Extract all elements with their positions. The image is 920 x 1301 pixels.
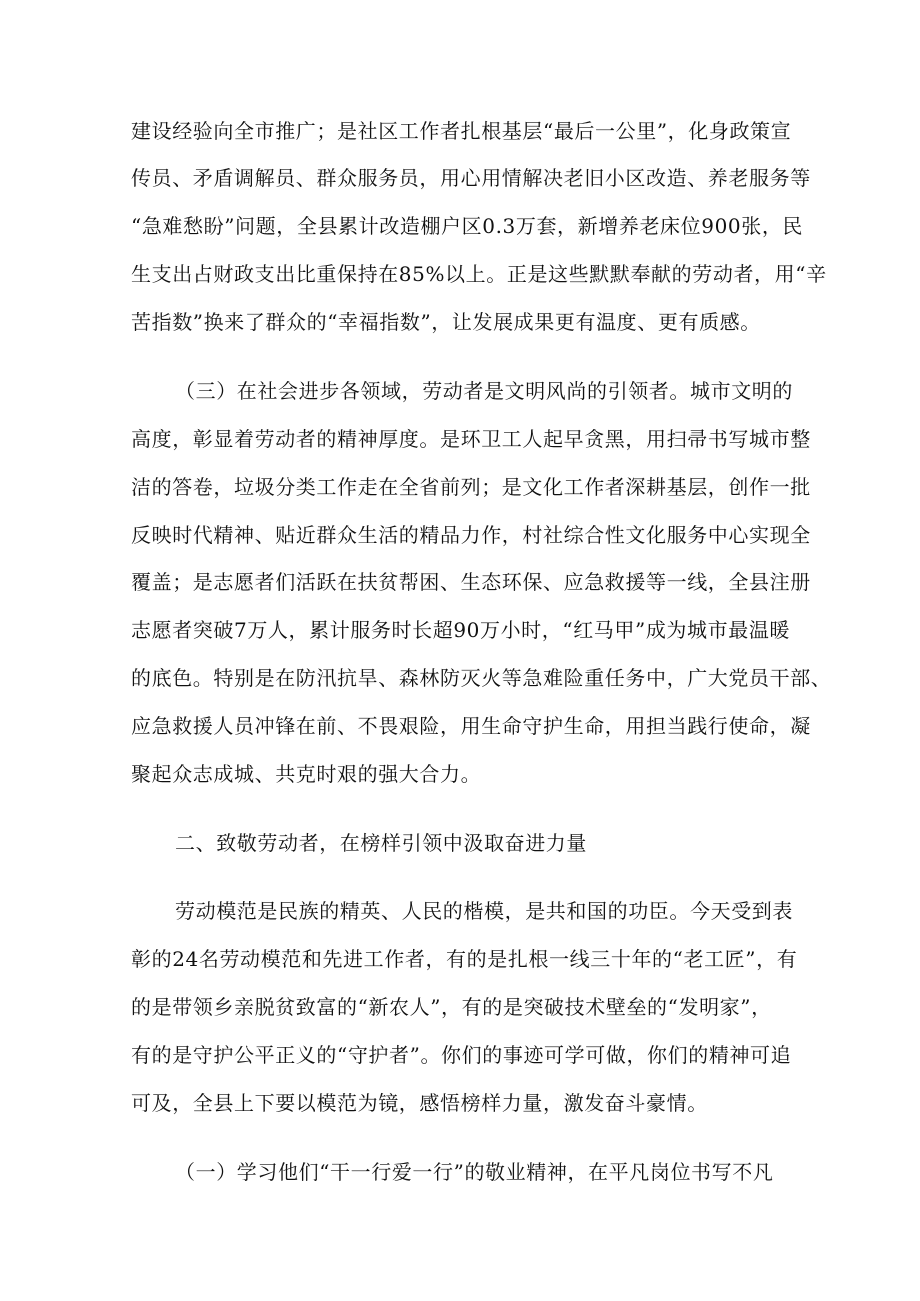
body-text-line: 建设经验向全市推广；是社区工作者扎根基层“最后一公里”，化身政策宣 [131,119,792,143]
body-text-line: 有的是守护公平正义的“守护者”。你们的事迹可学可做，你们的精神可追 [131,1043,792,1067]
subsection-heading-one: （一）学习他们“干一行爱一行”的敬业精神，在平凡岗位书写不凡 [175,1160,774,1184]
body-text-line: 覆盖；是志愿者们活跃在扶贫帮困、生态环保、应急救援等一线，全县注册 [131,570,811,594]
body-text-line: 彰的24名劳动模范和先进工作者，有的是扎根一线三十年的“老工匠”，有 [131,947,798,971]
body-text-line: 苦指数”换来了群众的“幸福指数”，让发展成果更有温度、更有质感。 [131,310,761,334]
body-text-line: 志愿者突破7万人，累计服务时长超90万小时，“红马甲”成为城市最温暖 [131,618,791,642]
body-text-line: 反映时代精神、贴近群众生活的精品力作，村社综合性文化服务中心实现全 [131,523,811,547]
body-text-line: “急难愁盼”问题，全县累计改造棚户区0.3万套，新增养老床位900张，民 [131,214,804,238]
body-text-line: 高度，彰显着劳动者的精神厚度。是环卫工人起早贪黑，用扫帚书写城市整 [131,427,811,451]
section-heading-two: 二、致敬劳动者，在榜样引领中汲取奋进力量 [175,831,587,855]
body-text-line: 的是带领乡亲脱贫致富的“新农人”，有的是突破技术壁垒的“发明家”， [131,995,772,1019]
subsection-heading-three: （三）在社会进步各领域，劳动者是文明风尚的引领者。城市文明的 [175,379,793,403]
body-text-line: 应急救援人员冲锋在前、不畏艰险，用生命守护生命，用担当践行使命，凝 [131,714,811,738]
body-text-line: 劳动模范是民族的精英、人民的楷模，是共和国的功臣。今天受到表 [175,899,793,923]
body-text-line: 聚起众志成城、共克时艰的强大合力。 [131,762,482,786]
body-text-line: 洁的答卷，垃圾分类工作走在全省前列；是文化工作者深耕基层，创作一批 [131,475,811,499]
body-text-line: 传员、矛盾调解员、群众服务员，用心用情解决老旧小区改造、养老服务等 [131,166,811,190]
body-text-line: 的底色。特别是在防汛抗旱、森林防灭火等急难险重任务中，广大党员干部、 [131,666,832,690]
body-text-line: 可及，全县上下要以模范为镜，感悟榜样力量，激发奋斗豪情。 [131,1091,708,1115]
body-text-line: 生支出占财政支出比重保持在85%以上。正是这些默默奉献的劳动者，用“辛 [131,262,827,286]
